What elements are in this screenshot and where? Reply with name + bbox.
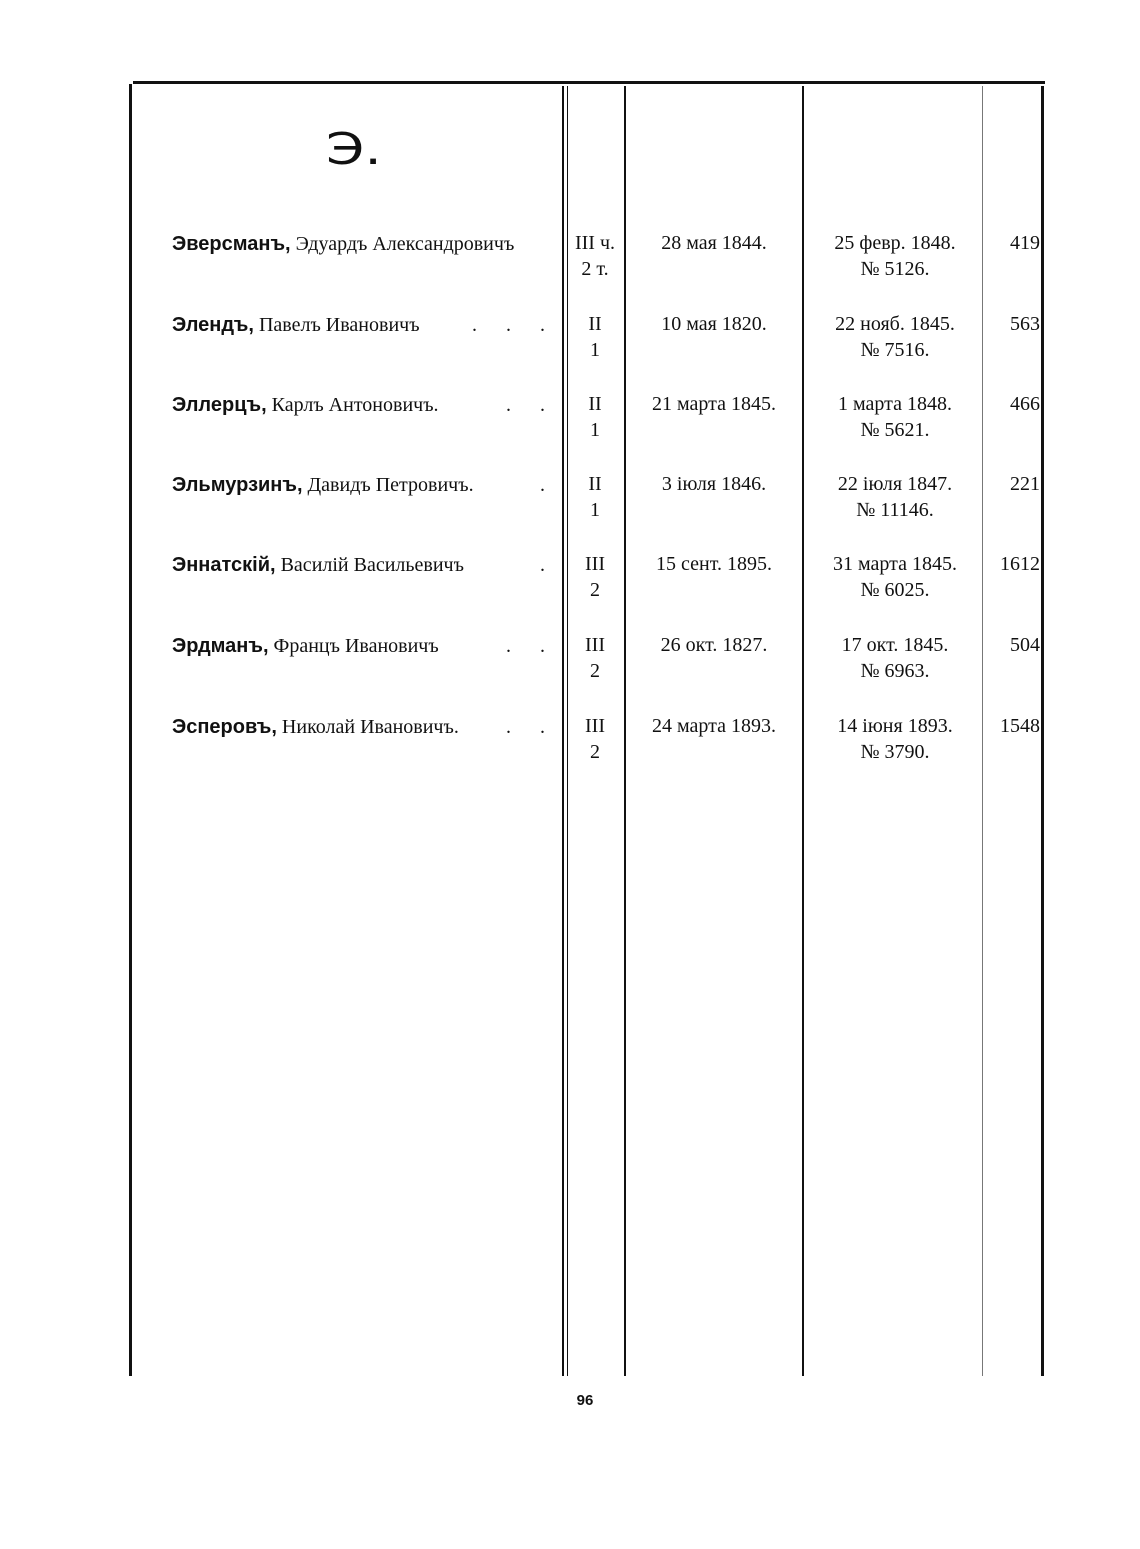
- surname: Эсперовъ,: [172, 716, 277, 738]
- page-ref-cell: 466: [1010, 393, 1040, 415]
- volume: 1: [590, 499, 600, 521]
- volume: 2: [590, 579, 600, 601]
- table-row: [0, 311, 1140, 371]
- volume: 2 т.: [581, 258, 609, 280]
- page-ref-cell: 504: [1010, 634, 1040, 656]
- person-name: [172, 632, 557, 660]
- approval-cell: [806, 551, 984, 603]
- approval-cell: [806, 471, 984, 523]
- part: III: [585, 715, 605, 737]
- part-volume-cell: [566, 551, 624, 603]
- person-name: [172, 391, 557, 419]
- page-ref-cell: 563: [1010, 313, 1040, 335]
- dot-leader: . .: [506, 394, 557, 416]
- surname: Эльмурзинъ,: [172, 474, 303, 496]
- approval-cell: [806, 632, 984, 684]
- date-cell: 15 сент. 1895.: [656, 553, 772, 575]
- part: II: [588, 393, 602, 415]
- approval-number: № 6025.: [860, 579, 930, 601]
- part: III: [585, 634, 605, 656]
- surname: Элендъ,: [172, 314, 254, 336]
- volume: 1: [590, 339, 600, 361]
- page-ref-cell: 1612: [1000, 553, 1040, 575]
- date-cell: 10 мая 1820.: [661, 313, 767, 335]
- approval-cell: [806, 230, 984, 282]
- part: II: [588, 313, 602, 335]
- given-name: Карлъ Антоновичъ.: [271, 394, 439, 416]
- part-volume-cell: [566, 632, 624, 684]
- approval-cell: [806, 311, 984, 363]
- surname: Эрдманъ,: [172, 635, 269, 657]
- approval-number: № 5126.: [860, 258, 930, 280]
- surname: Эверсманъ,: [172, 233, 291, 255]
- surname: Эннатскій,: [172, 554, 276, 576]
- dot-leader: .: [540, 474, 557, 496]
- table-row: [0, 471, 1140, 531]
- surname: Эллерцъ,: [172, 394, 267, 416]
- date-cell: 28 мая 1844.: [661, 232, 767, 254]
- table-row: [0, 632, 1140, 692]
- approval-date: 17 окт. 1845.: [841, 634, 949, 656]
- given-name: Францъ Ивановичъ: [273, 635, 439, 657]
- date-cell: 24 марта 1893.: [652, 715, 776, 737]
- dot-leader: . . .: [472, 314, 557, 336]
- given-name: Николай Ивановичъ.: [281, 716, 459, 738]
- approval-date: 1 марта 1848.: [838, 393, 952, 415]
- top-rule: [133, 81, 1045, 84]
- part: III ч.: [574, 232, 616, 254]
- approval-date: 31 марта 1845.: [833, 553, 957, 575]
- part-volume-cell: [566, 391, 624, 443]
- approval-date: 22 іюля 1847.: [837, 473, 953, 495]
- page-number: 96: [576, 1392, 594, 1409]
- approval-number: № 3790.: [860, 741, 930, 763]
- dot-leader: . .: [506, 716, 557, 738]
- volume: 1: [590, 419, 600, 441]
- table-row: [0, 230, 1140, 290]
- approval-number: № 11146.: [856, 499, 934, 521]
- page-ref-cell: 1548: [1000, 715, 1040, 737]
- table-row: [0, 713, 1140, 773]
- table-row: [0, 551, 1140, 611]
- date-cell: 21 марта 1845.: [652, 393, 776, 415]
- approval-date: 14 іюня 1893.: [837, 715, 953, 737]
- part-volume-cell: [566, 230, 624, 282]
- approval-cell: [806, 391, 984, 443]
- approval-number: № 7516.: [860, 339, 930, 361]
- table-row: [0, 391, 1140, 451]
- page-ref-cell: 221: [1010, 473, 1040, 495]
- dot-leader: .: [540, 554, 557, 576]
- approval-date: 22 нояб. 1845.: [835, 313, 955, 335]
- given-name: Павелъ Ивановичъ: [258, 314, 420, 336]
- part-volume-cell: [566, 471, 624, 523]
- person-name: [172, 713, 557, 741]
- part: II: [588, 473, 602, 495]
- given-name: Василій Васильевичъ: [280, 554, 464, 576]
- date-cell: 26 окт. 1827.: [660, 634, 768, 656]
- given-name: Давидъ Петровичъ.: [307, 474, 474, 496]
- person-name: [172, 230, 557, 258]
- approval-date: 25 февр. 1848.: [834, 232, 956, 254]
- date-cell: 3 іюля 1846.: [661, 473, 767, 495]
- given-name: Эдуардъ Александровичъ: [295, 233, 515, 255]
- person-name: [172, 551, 557, 579]
- section-letter: Э.: [326, 124, 382, 175]
- volume: 2: [590, 741, 600, 763]
- approval-number: № 6963.: [860, 660, 930, 682]
- approval-number: № 5621.: [860, 419, 930, 441]
- page-ref-cell: 419: [1010, 232, 1040, 254]
- volume: 2: [590, 660, 600, 682]
- person-name: [172, 311, 557, 339]
- part-volume-cell: [566, 713, 624, 765]
- approval-cell: [806, 713, 984, 765]
- person-name: [172, 471, 557, 499]
- dot-leader: . .: [506, 635, 557, 657]
- part: III: [585, 553, 605, 575]
- part-volume-cell: [566, 311, 624, 363]
